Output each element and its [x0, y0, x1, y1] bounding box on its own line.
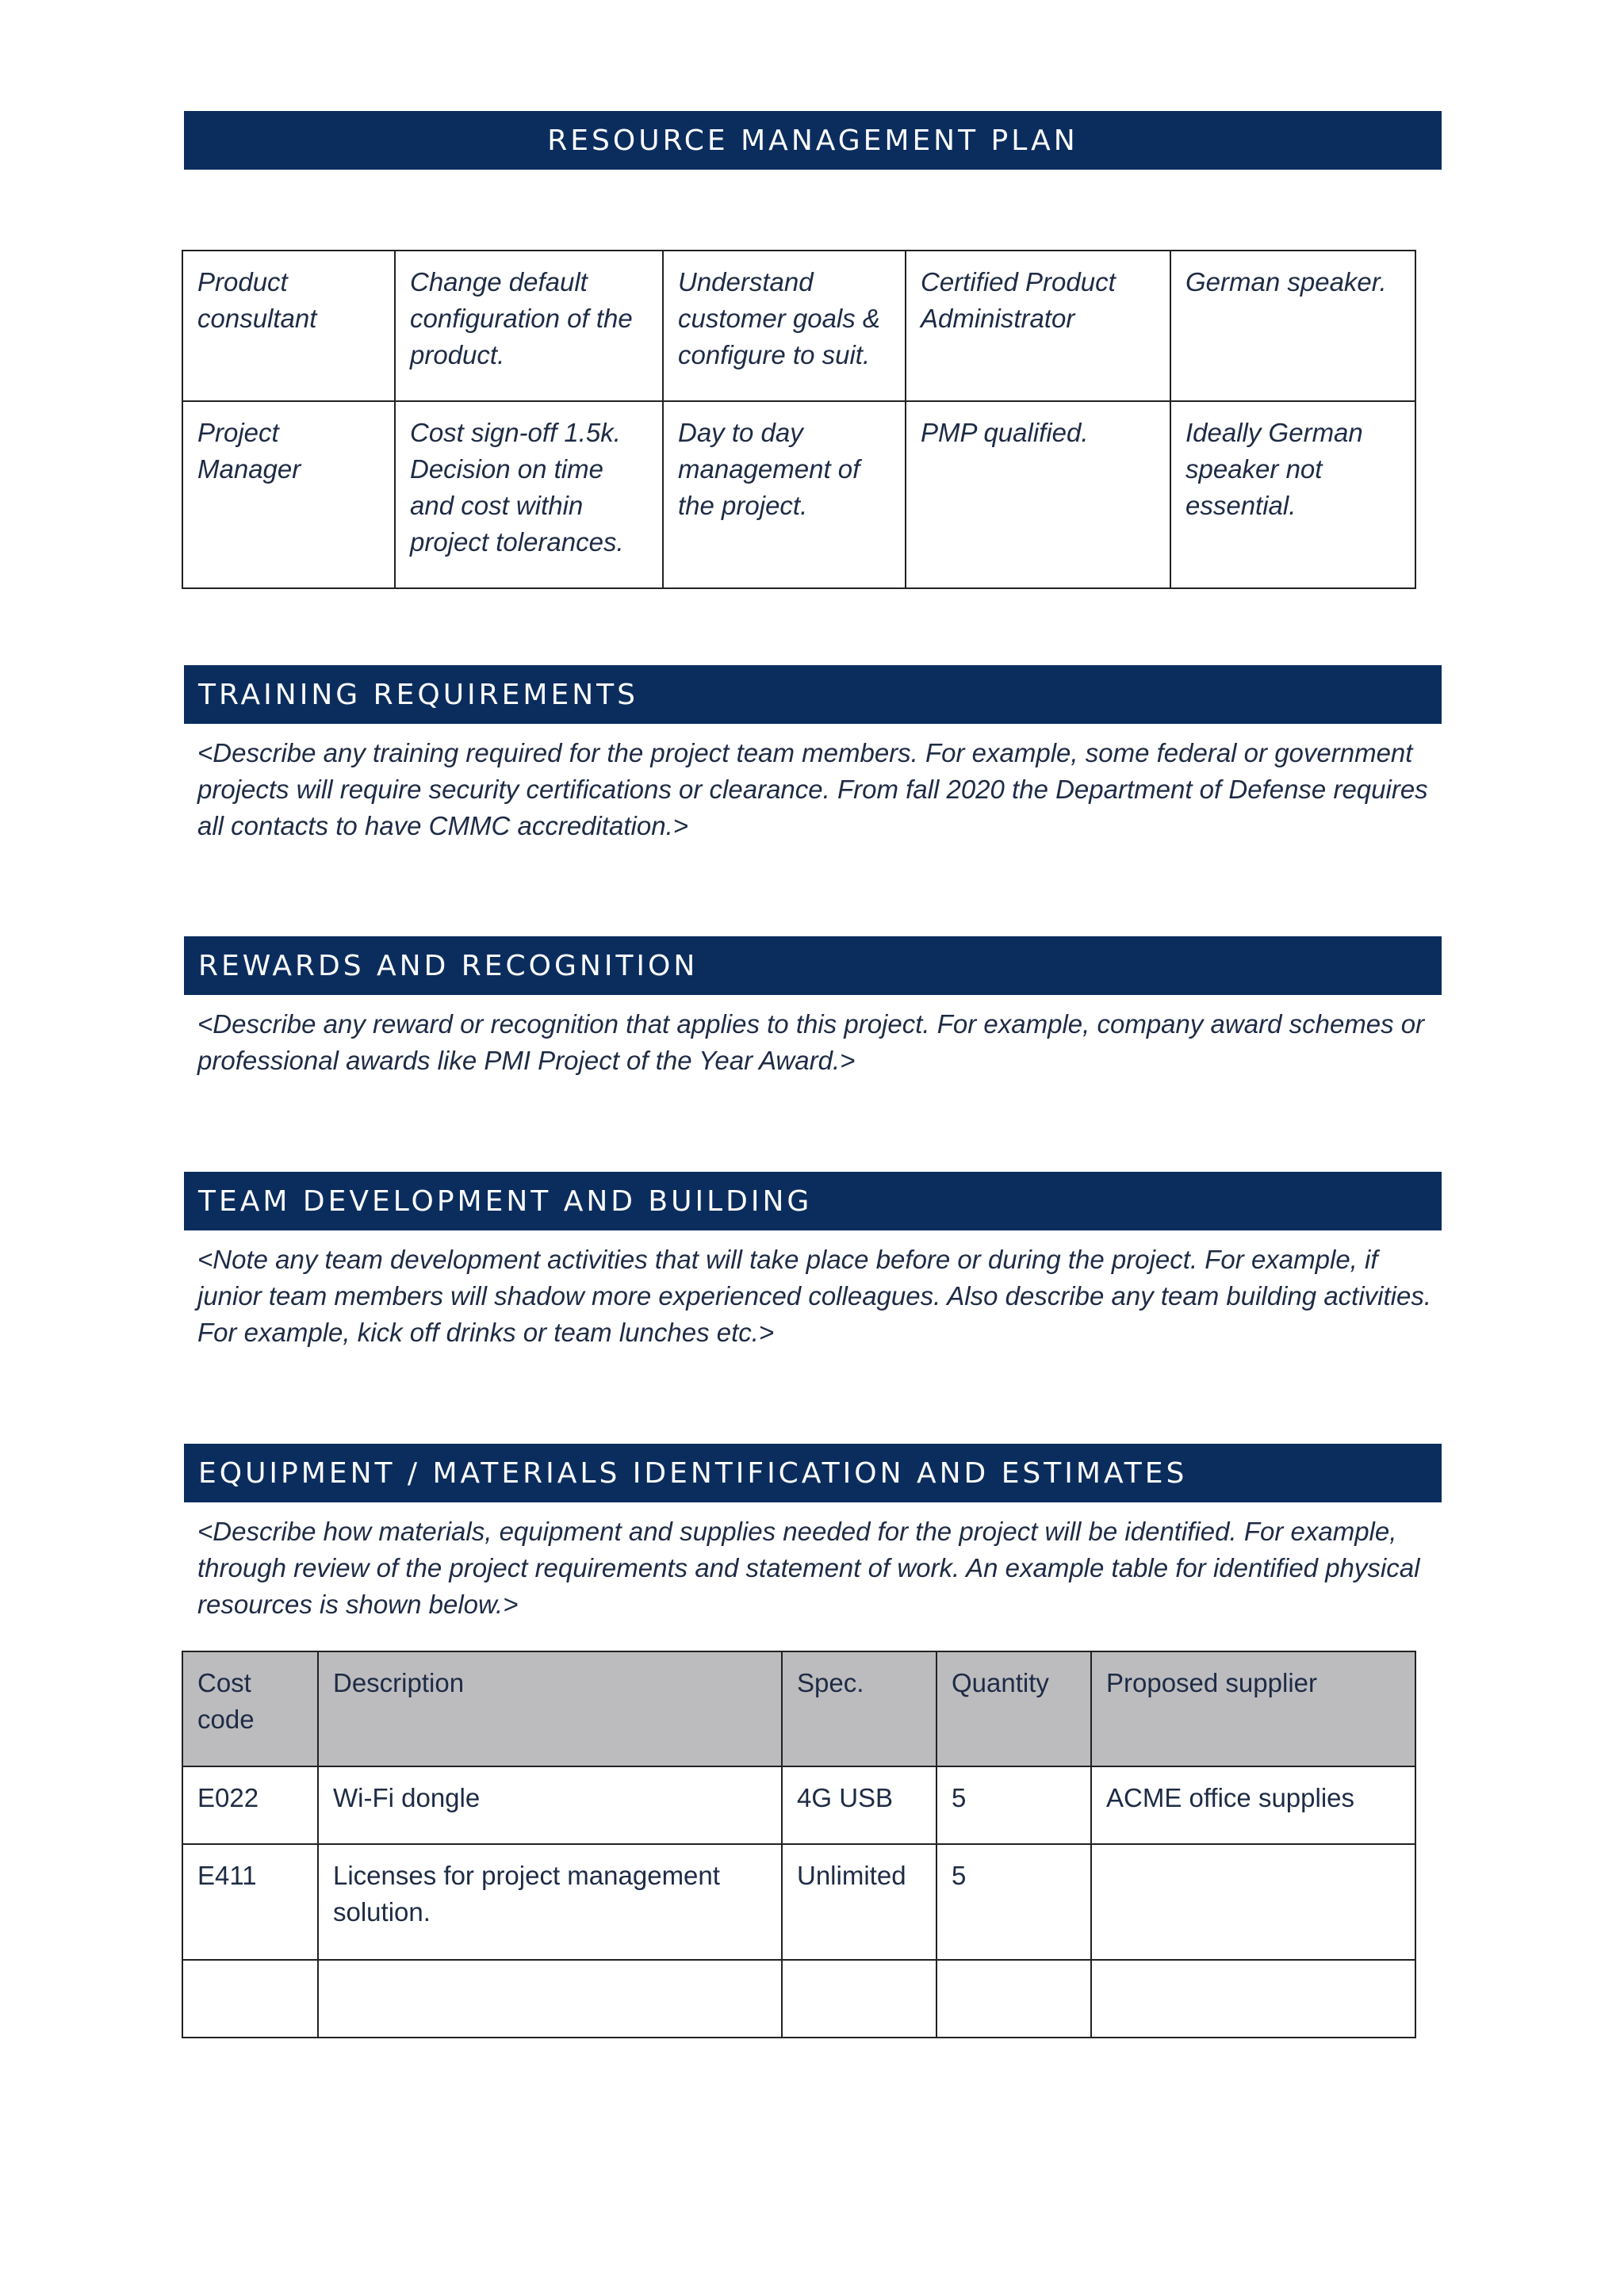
training-description: <Describe any training required for the project team members. For example, some federal or government projects will require security certifications or clearance. From fall 2020 the Department of Defense requires all contacts to have CMMC accreditation.> — [197, 738, 1428, 840]
team-section-heading — [184, 1172, 1442, 1230]
spec-cell: Unlimited — [782, 1844, 936, 1960]
section-heading-label: TRAINING REQUIREMENTS — [198, 678, 639, 711]
team-description: <Note any team development activities that will take place before or during the project. For example, if junior team members will shadow more experienced colleagues. Also describe any team building activities. For example, kick off drinks or team lunches etc.> — [197, 1245, 1432, 1347]
table-row — [182, 1766, 1415, 1844]
rewards-description: <Describe any reward or recognition that applies to this project. For example, company award schemes or professional awards like PMI Project of the Year Award.> — [197, 1009, 1425, 1075]
responsibility-cell: Cost sign-off 1.5k. Decision on time and cost within project tolerances. — [395, 401, 663, 588]
training-section-heading — [184, 665, 1442, 724]
table-row — [182, 401, 1415, 588]
notes-cell: German speaker. — [1170, 251, 1415, 401]
table-row — [182, 1844, 1415, 1960]
supplier-cell — [1091, 1960, 1415, 2038]
roles-table — [182, 250, 1416, 589]
column-header: Proposed supplier — [1091, 1651, 1415, 1766]
cost-code-cell: E022 — [182, 1766, 318, 1844]
equipment-description: <Describe how materials, equipment and supplies needed for the project will be identified. For example, through review of the project requirements and statement of work. An example table for identified physical resources is shown below.> — [197, 1517, 1420, 1619]
table-row — [182, 1960, 1415, 2038]
column-header: Spec. — [782, 1651, 936, 1766]
document-title: RESOURCE MANAGEMENT PLAN — [547, 124, 1078, 157]
section-heading-label: REWARDS AND RECOGNITION — [198, 949, 699, 982]
duty-cell: Understand customer goals & configure to suit. — [663, 251, 906, 401]
table-header-row — [182, 1651, 1415, 1766]
role-cell: Project Manager — [182, 401, 395, 588]
quantity-cell: 5 — [936, 1766, 1091, 1844]
cost-code-cell: E411 — [182, 1844, 318, 1960]
cost-code-cell — [182, 1960, 318, 2038]
column-header: Quantity — [936, 1651, 1091, 1766]
supplier-cell — [1091, 1844, 1415, 1960]
spec-cell: 4G USB — [782, 1766, 936, 1844]
column-header: Description — [318, 1651, 782, 1766]
document-title-banner — [184, 111, 1442, 170]
description-cell: Licenses for project management solution. — [318, 1844, 782, 1960]
spec-cell — [782, 1960, 936, 2038]
rewards-section-heading — [184, 936, 1442, 995]
quantity-cell — [936, 1960, 1091, 2038]
quantity-cell: 5 — [936, 1844, 1091, 1960]
column-header: Cost code — [182, 1651, 318, 1766]
equipment-section-heading — [184, 1444, 1442, 1502]
supplier-cell: ACME office supplies — [1091, 1766, 1415, 1844]
section-heading-label: TEAM DEVELOPMENT AND BUILDING — [198, 1184, 813, 1218]
section-heading-label: EQUIPMENT / MATERIALS IDENTIFICATION AND ESTIMATES — [198, 1456, 1188, 1490]
table-row — [182, 251, 1415, 401]
responsibility-cell: Change default configuration of the product. — [395, 251, 663, 401]
qualification-cell: Certified Product Administrator — [906, 251, 1170, 401]
duty-cell: Day to day management of the project. — [663, 401, 906, 588]
notes-cell: Ideally German speaker not essential. — [1170, 401, 1415, 588]
description-cell — [318, 1960, 782, 2038]
qualification-cell: PMP qualified. — [906, 401, 1170, 588]
role-cell: Product consultant — [182, 251, 395, 401]
equipment-table — [182, 1651, 1416, 2038]
description-cell: Wi-Fi dongle — [318, 1766, 782, 1844]
